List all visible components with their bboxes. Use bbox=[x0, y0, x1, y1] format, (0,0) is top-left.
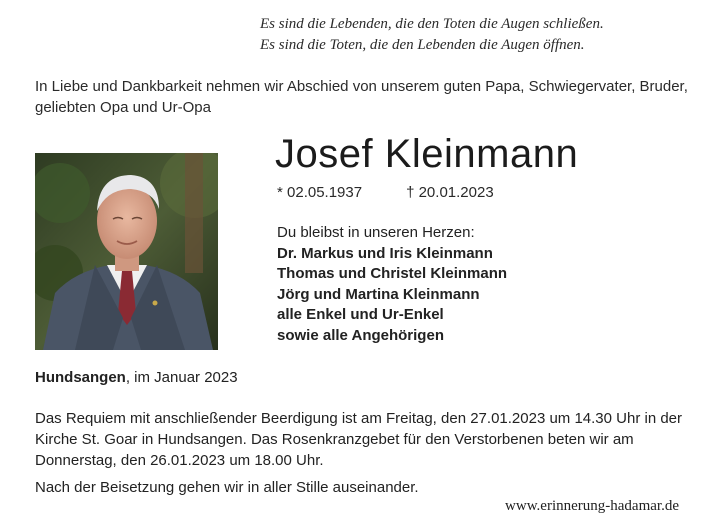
mourner-name: Dr. Markus und Iris Kleinmann bbox=[277, 244, 493, 262]
mourner-name: sowie alle Angehörigen bbox=[277, 326, 444, 344]
mourner-name: Thomas und Christel Kleinmann bbox=[277, 265, 508, 282]
requiem-text: Das Requiem mit anschließender Beerdigung ist am Freitag, den 27.01.2023 um 14.30 Uhr in der Kirche St. Goar in Hundsangen. Das Rosenkranzgebet für den Verstorbenen beten wir am Donnerstag, den 26.01.2023 um 18.00 Uhr. bbox=[35, 410, 683, 469]
mourners-heading: Du bleibst in unseren Herzen: bbox=[277, 224, 475, 241]
mourner-name: alle Enkel und Ur-Enkel bbox=[277, 306, 444, 323]
closing-text: Nach der Beisetzung gehen wir in aller Stille auseinander. bbox=[35, 479, 419, 496]
intro-text: In Liebe und Dankbarkeit nehmen wir Abschied von unserem guten Papa, Schwiegervater, Bruder, geliebten Opa und Ur-Opa bbox=[35, 78, 688, 116]
life-dates bbox=[277, 184, 494, 201]
portrait-photo bbox=[35, 153, 218, 350]
quote-line-2: Es sind die Toten, die den Lebenden die Augen öffnen. bbox=[260, 37, 585, 53]
place-date: , im Januar 2023 bbox=[125, 369, 238, 386]
quote-line-1: Es sind die Lebenden, die den Toten die Augen schließen. bbox=[260, 16, 604, 32]
birth-date: * 02.05.1937 bbox=[277, 184, 363, 201]
mourner-name: Jörg und Martina Kleinmann bbox=[277, 285, 480, 303]
place-town: Hundsangen bbox=[35, 369, 126, 386]
death-date: † 20.01.2023 bbox=[406, 184, 494, 201]
website-link[interactable]: www.erinnerung-hadamar.de bbox=[505, 498, 679, 514]
place-and-date bbox=[35, 369, 238, 386]
mourners-block bbox=[277, 223, 507, 346]
epigraph-quote bbox=[260, 14, 676, 56]
deceased-name: Josef Kleinmann bbox=[275, 132, 579, 176]
